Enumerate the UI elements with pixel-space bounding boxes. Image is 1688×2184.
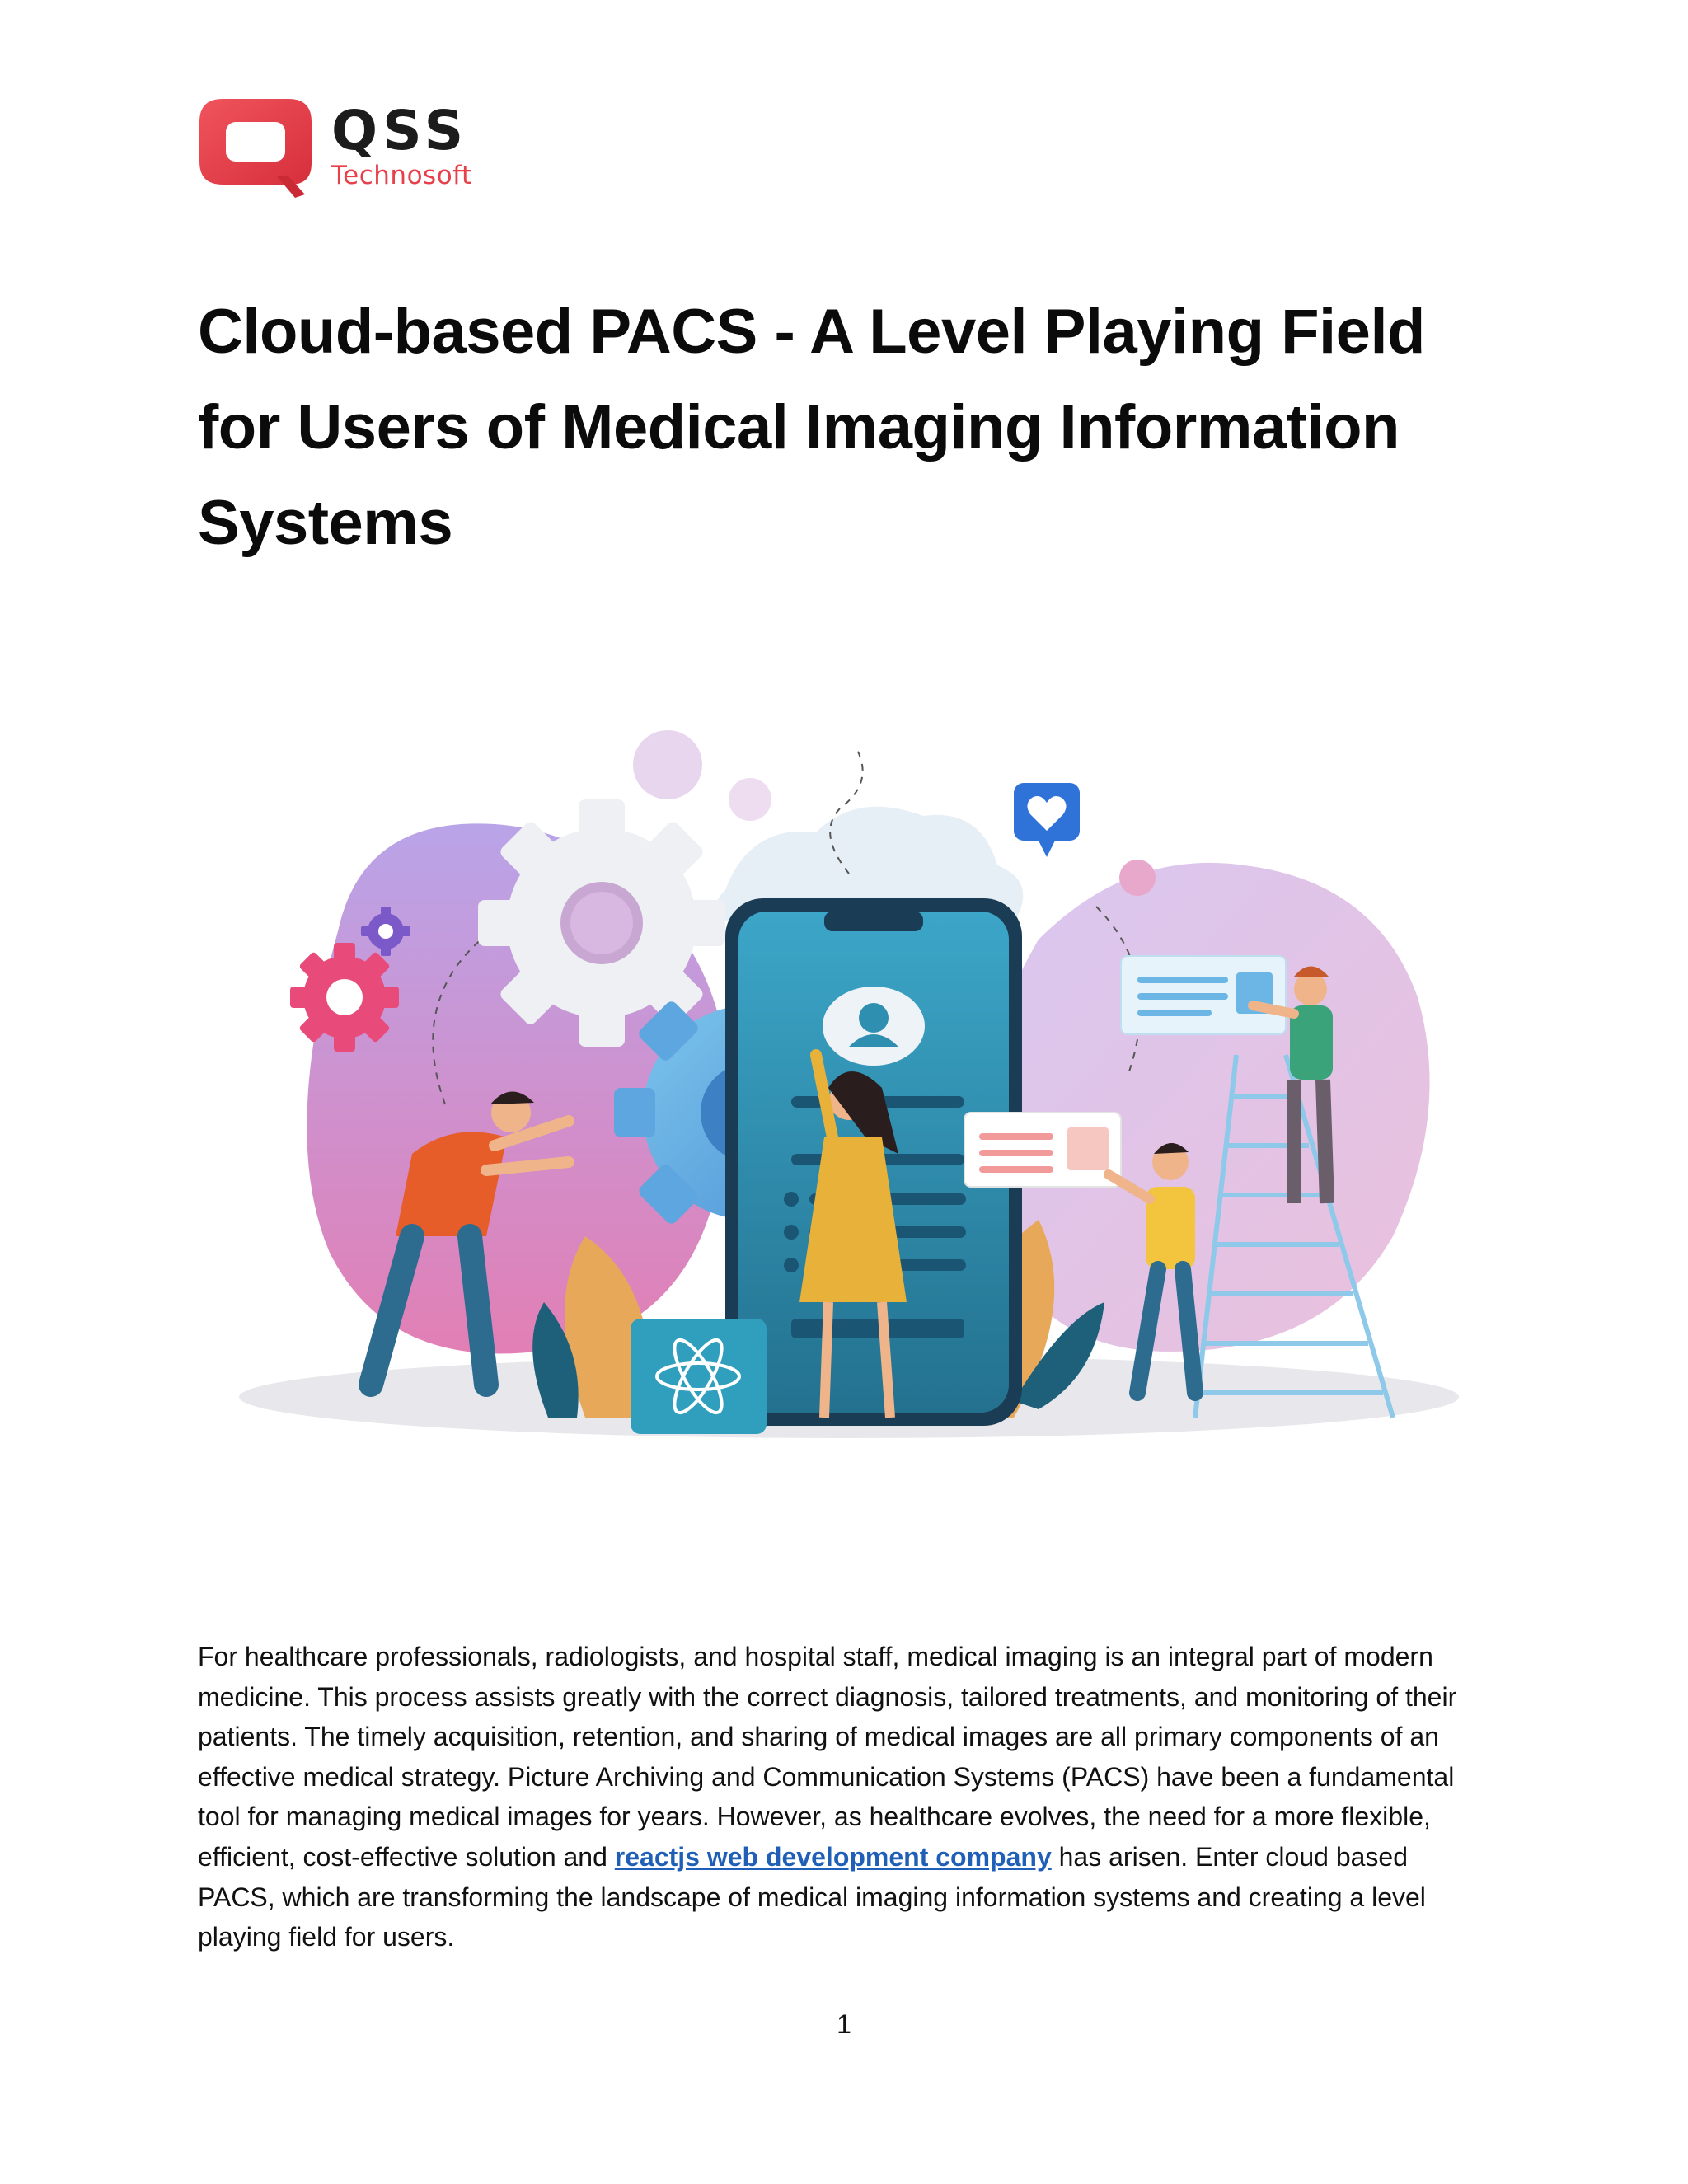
info-card: [964, 1113, 1121, 1187]
body-text-part1: For healthcare professionals, radiologists, and hospital staff, medical imaging is an integral part of modern medicine. This process assists greatly with the correct diagnosis, tailored treatments, and monitoring of their patients. The timely acquisition, retention, and sharing of medical images are all primary components of an effective medical strategy. Picture Archiving and Communication Systems (PACS) have been a fundamental tool for managing medical images for years. However, as healthcare evolves, the need for a more flexible, efficient, cost-effective solution and: [198, 1642, 1457, 1872]
body-text-part2: has arisen. Enter cloud based PACS, which are transforming the landscape of medical imaging information systems and creating a level playing field for users.: [198, 1841, 1426, 1952]
logo-tagline: Technosoft: [331, 161, 472, 190]
cloud-pacs-illustration: [223, 725, 1475, 1467]
document-title: Cloud-based PACS - A Level Playing Field for Users of Medical Imaging Information Systems: [198, 297, 1425, 558]
gear-icon: [478, 799, 725, 1047]
decor-bubble: [633, 730, 702, 799]
page-number: 1: [837, 2009, 851, 2039]
body-paragraph: [198, 1637, 1492, 1957]
info-card: [1121, 956, 1286, 1034]
heart-message-icon: [1014, 783, 1080, 857]
gear-icon: [290, 943, 399, 1052]
app-tile-icon: [631, 1319, 767, 1434]
company-logo: [198, 97, 495, 200]
decor-bubble: [1119, 860, 1156, 896]
decor-bubble: [729, 778, 771, 821]
logo-wordmark: QSS: [331, 99, 469, 162]
reactjs-company-link[interactable]: reactjs web development company: [614, 1841, 1052, 1872]
qss-logo-icon: [198, 97, 313, 200]
